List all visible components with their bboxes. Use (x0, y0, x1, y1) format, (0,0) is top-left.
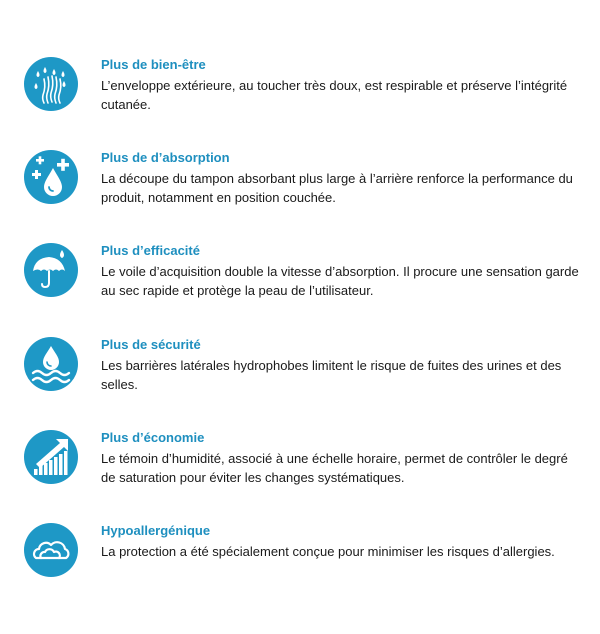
feature-economie (0, 430, 600, 510)
feature-title: Hypoallergénique (101, 523, 211, 538)
feature-bien-etre (0, 57, 600, 137)
feature-description: Le témoin d’humidité, associé à une échelle horaire, permet de contrôler le degré de saturation pour éviter les changes systématiques. (101, 451, 568, 485)
cloud-icon (24, 523, 78, 577)
feature-description: La protection a été spécialement conçue pour minimiser les risques d’allergies. (101, 544, 555, 559)
feature-text (101, 150, 581, 207)
feature-title: Plus de d’absorption (101, 150, 230, 165)
rain-drops-icon (24, 57, 78, 111)
feature-title: Plus de sécurité (101, 337, 201, 352)
feature-description: L’enveloppe extérieure, au toucher très doux, est respirable et préserve l’intégrité cutanée. (101, 78, 568, 112)
feature-description: Les barrières latérales hydrophobes limitent le risque de fuites des urines et des selles. (101, 358, 562, 392)
feature-hypoallergenique (0, 523, 600, 603)
feature-efficacite (0, 243, 600, 323)
feature-title: Plus d’efficacité (101, 243, 200, 258)
feature-description: Le voile d’acquisition double la vitesse d’absorption. Il procure une sensation garde au sec rapide et protège la peau de l’utilisateur. (101, 264, 579, 298)
feature-text (101, 337, 581, 394)
feature-text (101, 523, 581, 561)
feature-absorption (0, 150, 600, 230)
feature-text (101, 430, 581, 487)
feature-title: Plus d’économie (101, 430, 205, 445)
feature-text (101, 57, 581, 114)
feature-securite (0, 337, 600, 417)
growth-chart-icon (24, 430, 78, 484)
feature-title: Plus de bien-être (101, 57, 206, 72)
feature-text (101, 243, 581, 300)
drop-plus-icon (24, 150, 78, 204)
feature-description: La découpe du tampon absorbant plus large à l’arrière renforce la performance du produit, notamment en position couchée. (101, 171, 573, 205)
drop-waves-icon (24, 337, 78, 391)
umbrella-drop-icon (24, 243, 78, 297)
